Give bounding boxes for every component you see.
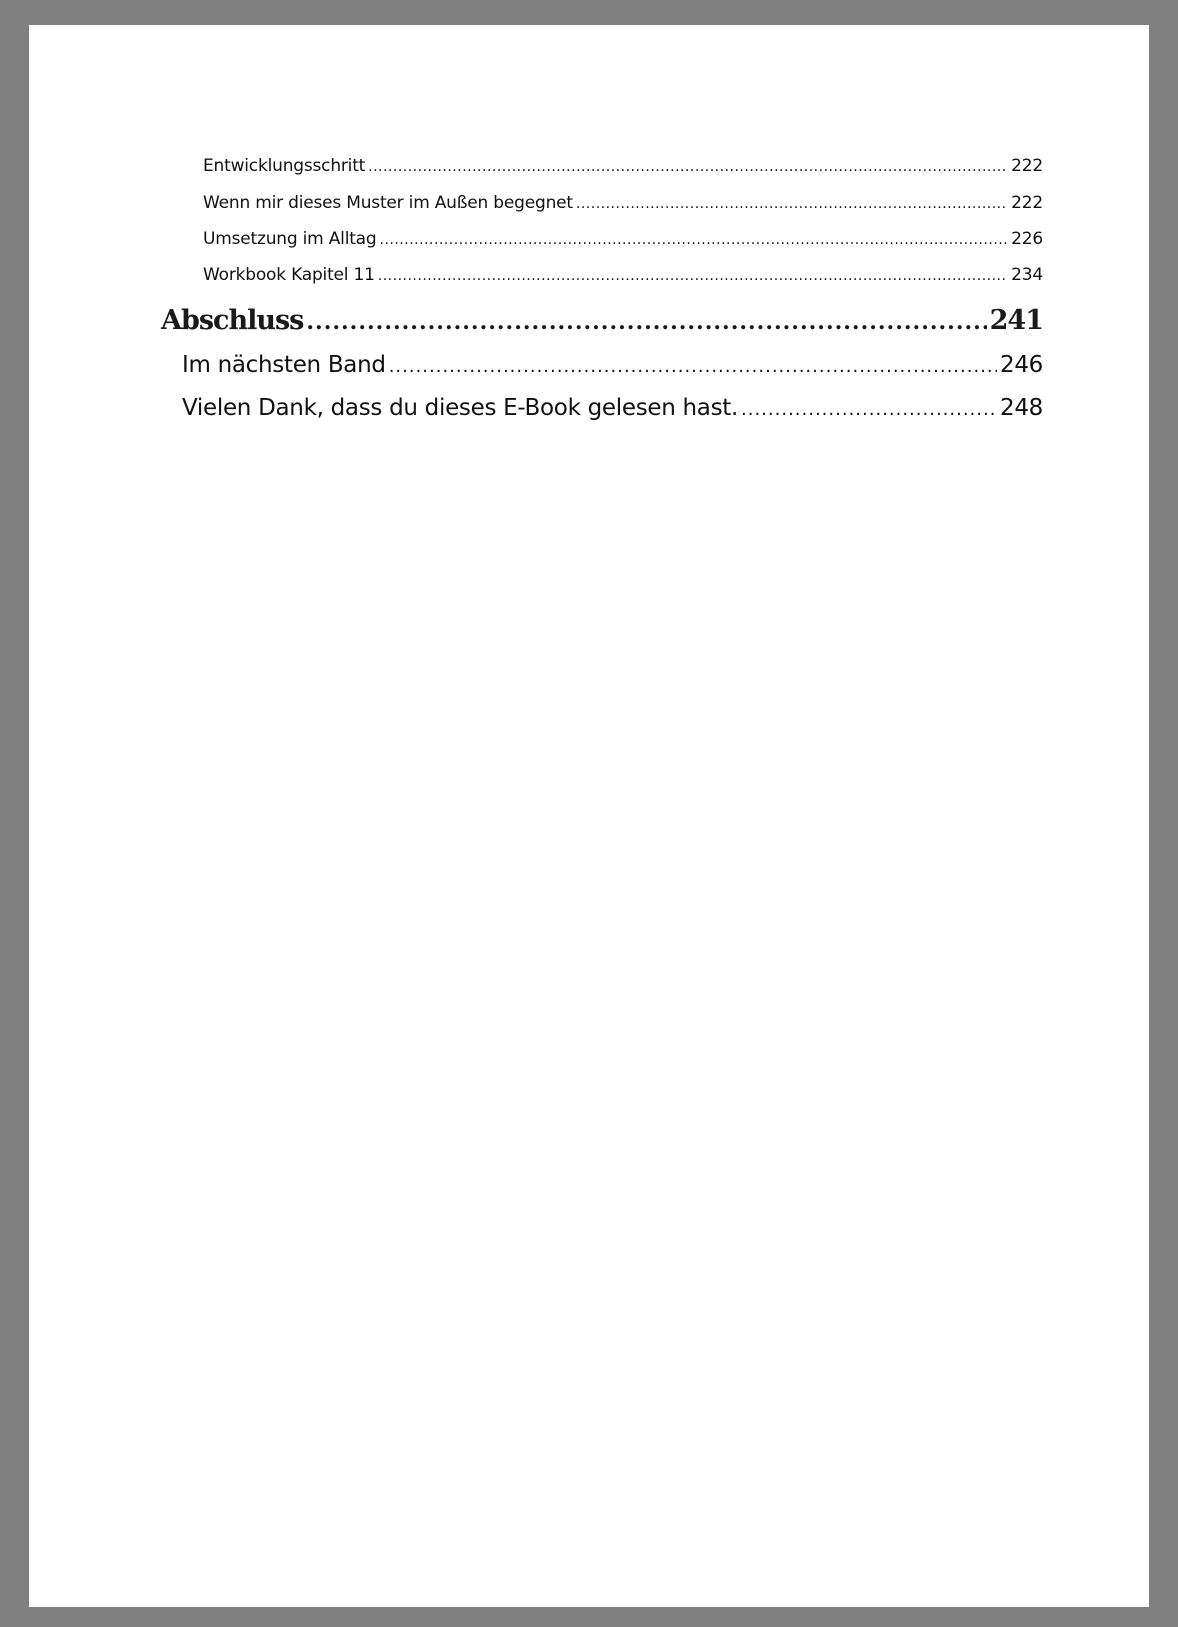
toc-page-number: 222: [1011, 156, 1043, 176]
toc-entry-muster-im-aussen[interactable]: [203, 193, 1043, 213]
toc-dot-leader: [306, 309, 986, 335]
toc-dot-leader: [741, 399, 997, 420]
toc-entry-entwicklungsschritt[interactable]: [203, 156, 1043, 176]
toc-dot-leader: [389, 356, 997, 377]
toc-page-number: 248: [1000, 395, 1043, 421]
toc-entry-title: Entwicklungsschritt: [203, 156, 366, 176]
toc-entry-title: Vielen Dank, dass du dieses E-Book gelesen hast.: [182, 395, 739, 421]
toc-entry-vielen-dank[interactable]: [182, 395, 1043, 421]
toc-entry-im-naechsten-band[interactable]: [182, 352, 1043, 378]
toc-entry-title: Umsetzung im Alltag: [203, 229, 377, 249]
toc-dot-leader: [378, 268, 1008, 284]
toc-page-number: 222: [1011, 193, 1043, 213]
toc-dot-leader: [380, 232, 1009, 248]
toc-entry-umsetzung-im-alltag[interactable]: [203, 229, 1043, 249]
toc-page-number: 226: [1011, 229, 1043, 249]
toc-entry-title: Abschluss: [161, 305, 304, 336]
toc-entry-title: Wenn mir dieses Muster im Außen begegnet: [203, 193, 573, 213]
toc-entry-abschluss[interactable]: [161, 305, 1043, 336]
toc-page-number: 246: [1000, 352, 1043, 378]
document-page: [29, 25, 1149, 1607]
toc-entry-title: Im nächsten Band: [182, 352, 386, 378]
toc-page-number: 241: [989, 305, 1043, 336]
toc-entry-title: Workbook Kapitel 11: [203, 265, 375, 285]
toc-entry-workbook-kapitel-11[interactable]: [203, 265, 1043, 285]
toc-dot-leader: [576, 196, 1008, 212]
toc-page-number: 234: [1011, 265, 1043, 285]
toc-dot-leader: [368, 159, 1008, 175]
